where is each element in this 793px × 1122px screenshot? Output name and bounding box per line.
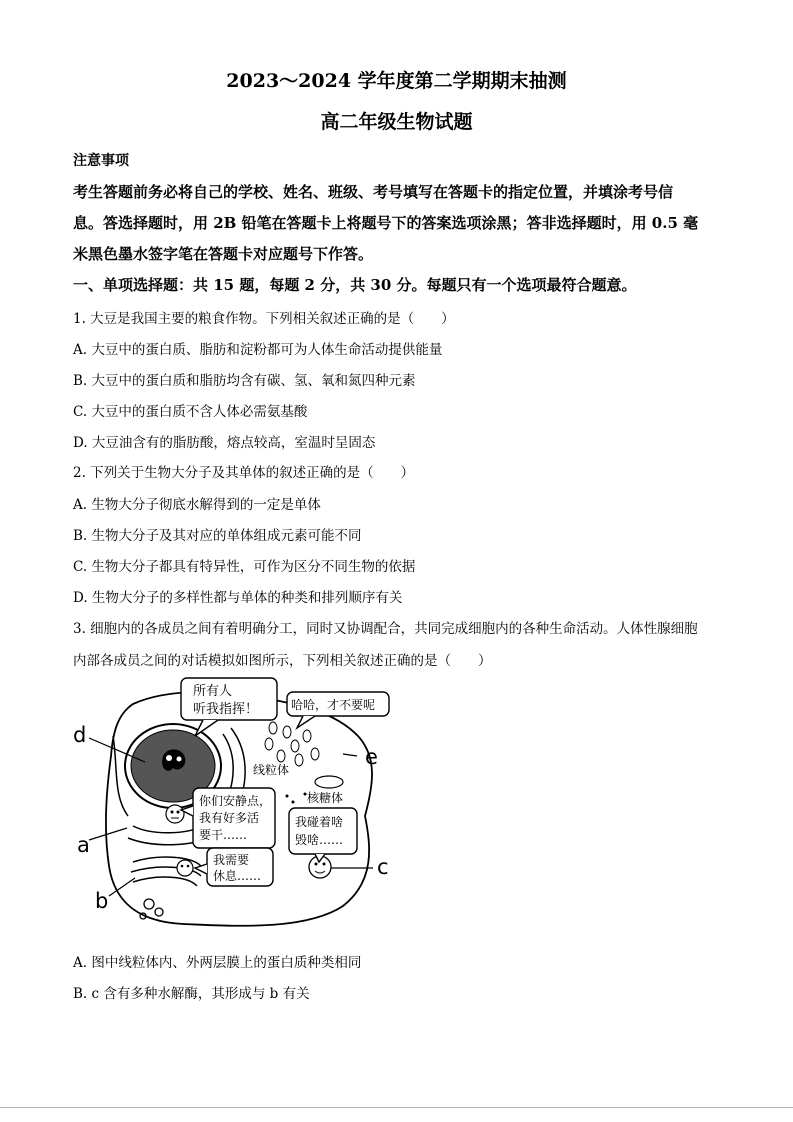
er-face <box>166 805 184 823</box>
bubble-lysosome-line-2: 毁啥…… <box>295 833 344 847</box>
question-1-stem: 1. 大豆是我国主要的粮食作物。下列相关叙述正确的是（ ） <box>73 311 455 327</box>
nucleolus <box>162 749 185 770</box>
label-d: d <box>73 723 87 747</box>
notice-line-3: 米黑色墨水签字笔在答题卡对应题号下作答。 <box>73 245 374 263</box>
bubble-lysosome-line-1: 我碰着啥 <box>295 815 344 829</box>
question-3-option-a: A. 图中线粒体内、外两层膜上的蛋白质种类相同 <box>73 955 362 971</box>
golgi-face <box>177 860 193 876</box>
label-ribosome: 核糖体 <box>307 791 344 805</box>
label-mitochondria: 线粒体 <box>253 763 290 777</box>
label-b: b <box>95 889 109 913</box>
bubble-nucleus-line-1: 所有人 <box>193 684 233 699</box>
bubble-golgi-line-2: 休息…… <box>213 869 262 883</box>
bubble-er-line-2: 我有好多活 <box>199 811 260 825</box>
bubble-golgi-line-1: 我需要 <box>213 853 250 867</box>
notice-label: 注意事项 <box>73 153 129 169</box>
label-a: a <box>77 833 90 857</box>
ribosome-blob <box>315 776 343 788</box>
cell-diagram-svg <box>73 676 403 938</box>
exam-title: 2023～2024 学年度第二学期期末抽测 <box>226 70 567 92</box>
bubble-nucleus-line-2: 听我指挥！ <box>193 702 259 717</box>
vesicle <box>144 899 154 909</box>
mitochondria-group <box>265 722 319 766</box>
question-2-option-b: B. 生物大分子及其对应的单体组成元素可能不同 <box>73 528 362 544</box>
section-heading: 一、单项选择题：共 15 题，每题 2 分，共 30 分。每题只有一个选项最符合题意。 <box>73 276 637 294</box>
label-c: c <box>377 855 389 879</box>
question-2-stem: 2. 下列关于生物大分子及其单体的叙述正确的是（ ） <box>73 465 415 481</box>
label-e: e <box>365 745 378 769</box>
question-2-option-a: A. 生物大分子彻底水解得到的一定是单体 <box>73 497 321 513</box>
question-3-option-b: B. c 含有多种水解酶，其形成与 b 有关 <box>73 986 310 1002</box>
question-1-option-d: D. 大豆油含有的脂肪酸，熔点较高，室温时呈固态 <box>73 435 376 451</box>
notice-line-1: 考生答题前务必将自己的学校、姓名、班级、考号填写在答题卡的指定位置，并填涂考号信 <box>73 183 674 201</box>
question-1-option-c: C. 大豆中的蛋白质不含人体必需氨基酸 <box>73 404 308 420</box>
question-3-stem-line-2: 内部各成员之间的对话模拟如图所示，下列相关叙述正确的是（ ） <box>73 653 492 669</box>
question-2-option-d: D. 生物大分子的多样性都与单体的种类和排列顺序有关 <box>73 590 403 606</box>
question-3-stem-line-1: 3. 细胞内的各成员之间有着明确分工，同时又协调配合，共同完成细胞内的各种生命活动。人体性腺细胞 <box>73 621 698 637</box>
question-2-option-c: C. 生物大分子都具有特异性，可作为区分不同生物的依据 <box>73 559 416 575</box>
notice-line-2: 息。答选择题时，用 2B 铅笔在答题卡上将题号下的答案选项涂黑；答非选择题时，用 0.5 毫 <box>73 214 699 232</box>
cell-diagram <box>73 676 403 938</box>
page-bottom-rule <box>0 1107 793 1108</box>
bubble-mitochondria-text: 哈哈，才不要呢 <box>291 698 376 712</box>
question-1-option-b: B. 大豆中的蛋白质和脂肪均含有碳、氢、氧和氮四种元素 <box>73 373 416 389</box>
bubble-er-line-3: 要干…… <box>199 828 248 842</box>
exam-subtitle: 高二年级生物试题 <box>320 111 473 133</box>
question-1-option-a: A. 大豆中的蛋白质、脂肪和淀粉都可为人体生命活动提供能量 <box>73 342 443 358</box>
bubble-er-line-1: 你们安静点， <box>199 794 272 808</box>
